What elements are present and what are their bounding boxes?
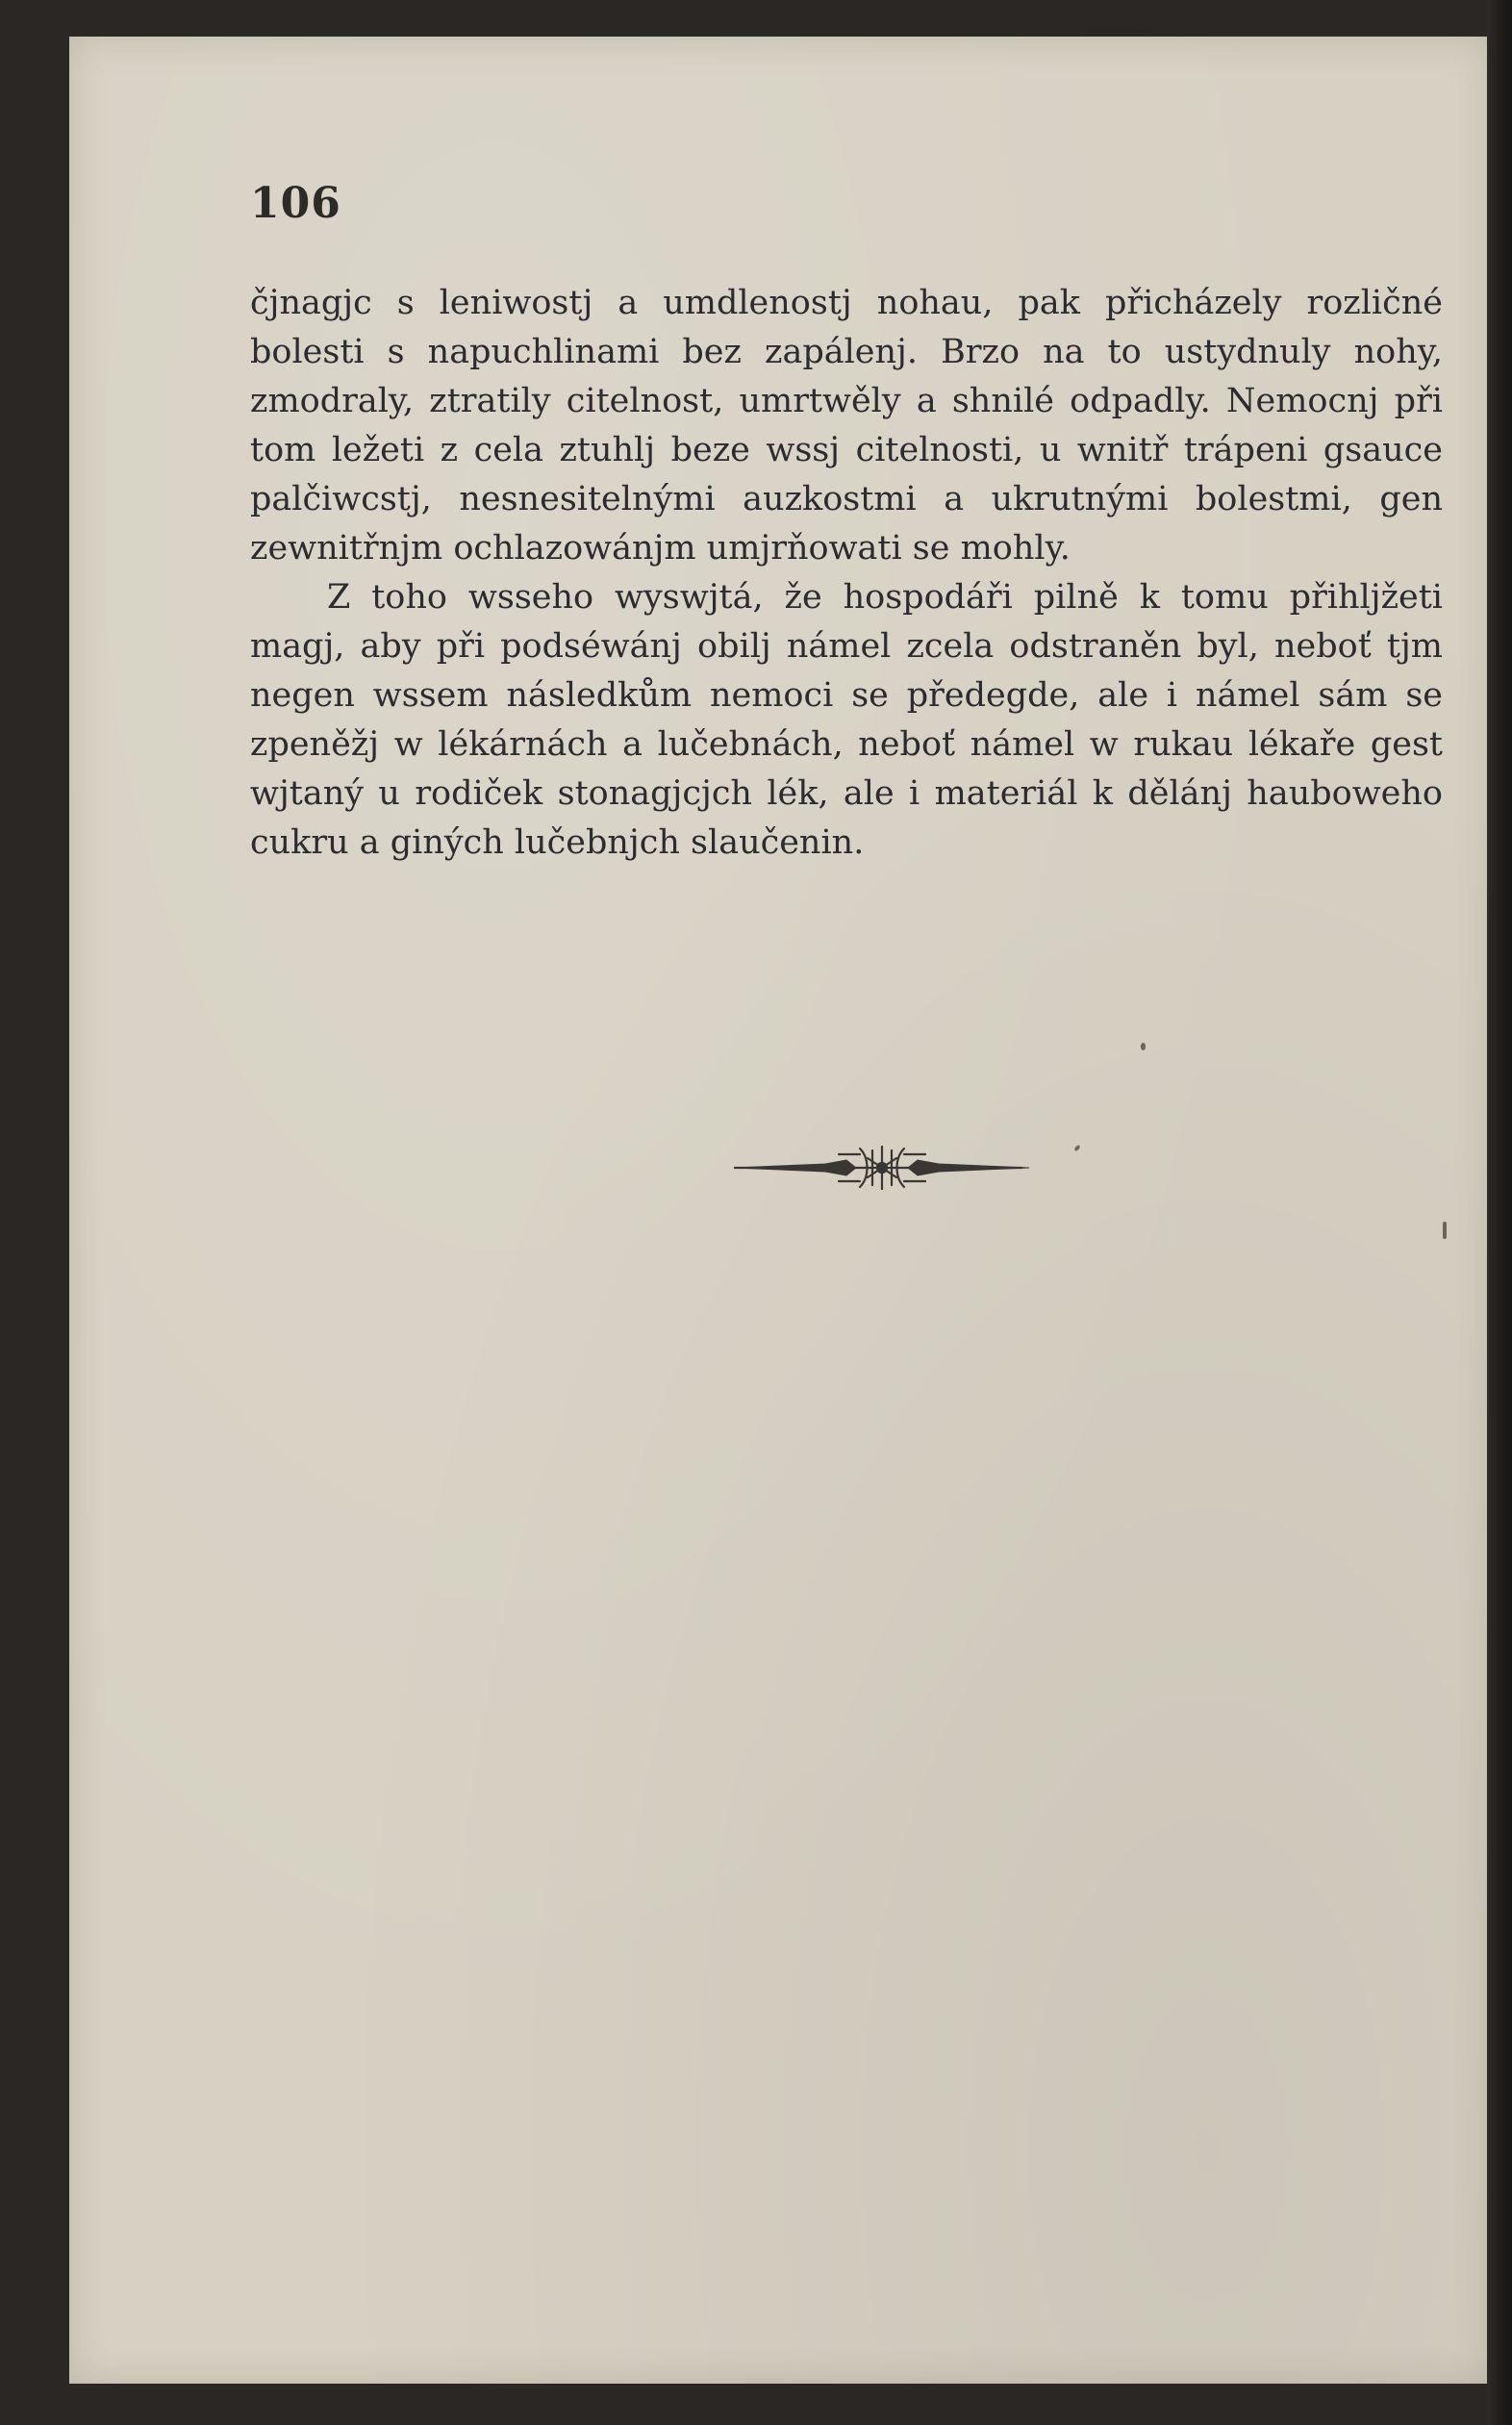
page-number: 106 — [250, 179, 341, 228]
decorative-rule-icon — [733, 1141, 1031, 1195]
paper-speck — [1141, 1043, 1146, 1050]
paragraph-1: čjnagjc s leniwostj a umdlenostj nohau, pak přicházely rozličné bolesti s napuchlinami bez zapálenj. Brzo na to ustydnuly nohy, zmodraly, ztratily citelnost, umrtwěly a shnilé odpadly. Nemocnj při tom ležeti z cela ztuhlj beze wssj citelnosti, u wnitř trápeni gsauce palčiwcstj, nesnesitelnými auzkostmi a ukrutnými bolestmi, gen zewnitřnjm ochlazowánjm umjrňowati se mohly. — [250, 284, 1443, 568]
body-text — [250, 279, 1443, 868]
page-edge-shadow — [1487, 0, 1512, 2425]
book-page — [69, 37, 1491, 2384]
paragraph-2: Z toho wsseho wyswjtá, že hospodáři pilně k tomu přihljžeti magj, aby při podséwánj obilj námel zcela odstraněn byl, neboť tjm negen wssem následkům nemoci se předegde, ale i námel sám se zpeněžj w lékárnách a lučebnách, neboť námel w rukau lékaře gest wjtaný u rodiček stonagjcjch lék, ale i materiál k dělánj hauboweho cukru a giných lučebnjch slaučenin. — [250, 578, 1443, 862]
paper-speck — [1073, 1145, 1081, 1152]
paper-speck — [1443, 1222, 1447, 1239]
